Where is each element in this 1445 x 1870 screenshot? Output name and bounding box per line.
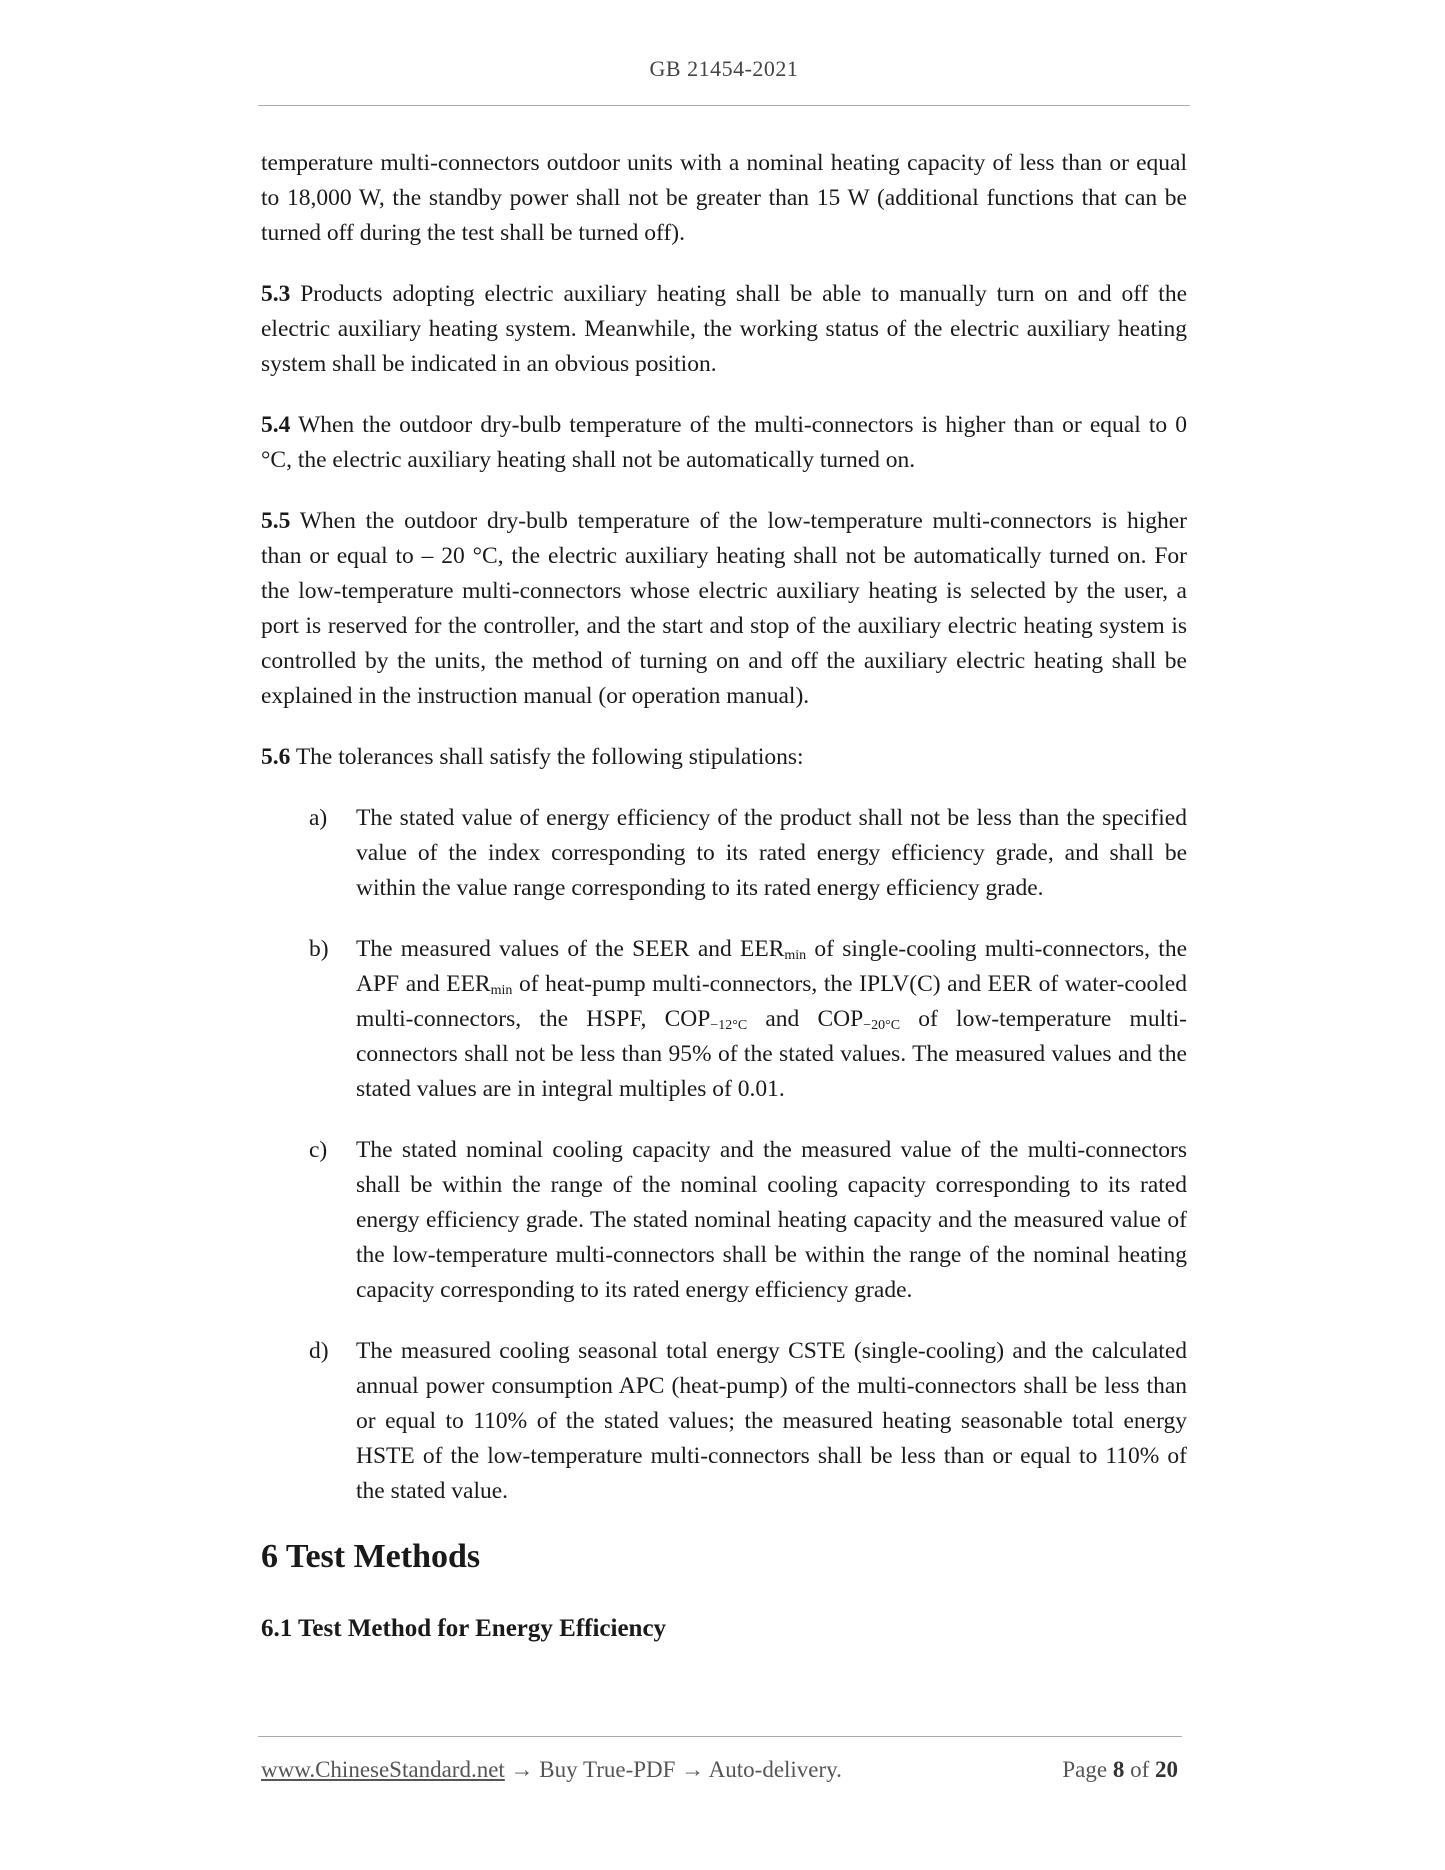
document-body bbox=[261, 146, 1187, 1647]
clause-number: 5.4 bbox=[261, 412, 291, 438]
subscript: −20°C bbox=[863, 1018, 901, 1033]
list-marker: c) bbox=[309, 1137, 328, 1163]
running-header: GB 21454-2021 bbox=[649, 56, 799, 81]
clause-text: The tolerances shall satisfy the following stipulations: bbox=[290, 744, 804, 770]
list-item-b bbox=[261, 932, 1187, 1107]
clause-text: Products adopting electric auxiliary heating shall be able to manually turn on and off the electric auxiliary heating system. Meanwhile, the working status of the electric auxiliary heating system shall be indicated in an obvious position. bbox=[261, 281, 1187, 377]
clause-text: When the outdoor dry-bulb temperature of the multi-connectors is higher than or equal to 0 °C, the electric auxiliary heating shall not be automatically turned on. bbox=[261, 412, 1187, 473]
list-marker: a) bbox=[309, 805, 328, 831]
subscript: min bbox=[784, 948, 807, 963]
paragraph-intro: temperature multi-connectors outdoor units with a nominal heating capacity of less than or equal to 18,000 W, the standby power shall not be greater than 15 W (additional functions that can be turned off during the test shall be turned off). bbox=[261, 150, 1187, 246]
list-item-c bbox=[261, 1133, 1187, 1308]
list-item-d bbox=[261, 1334, 1187, 1509]
clause-5-4 bbox=[261, 408, 1187, 478]
current-page: 8 bbox=[1112, 1757, 1125, 1782]
subscript: −12°C bbox=[710, 1018, 748, 1033]
list-item-a bbox=[261, 801, 1187, 906]
clause-text: When the outdoor dry-bulb temperature of the low-temperature multi-connectors is higher than or equal to – 20 °C, the electric auxiliary heating shall not be automatically turned on. For the low-temperature multi-connectors whose electric auxiliary heating is selected by the user, a port is reserved for the controller, and the start and stop of the auxiliary electric heating system is controlled by the units, the method of turning on and off the auxiliary electric heating shall be explained in the instruction manual (or operation manual). bbox=[261, 508, 1187, 709]
list-item-text: The stated value of energy efficiency of the product shall not be less than the specified value of the index corresponding to its rated energy efficiency grade, and shall be within the value range corresponding to its rated energy efficiency grade. bbox=[356, 805, 1187, 901]
promo-text: → Buy True-PDF → Auto-delivery. bbox=[504, 1757, 842, 1782]
list-marker: d) bbox=[309, 1338, 329, 1364]
list-item-text: The measured cooling seasonal total energy CSTE (single-cooling) and the calculated annual power consumption APC (heat-pump) of the multi-connectors shall be less than or equal to 110% of the stated values; the measured heating seasonable total energy HSTE of the low-temperature multi-connectors shall be less than or equal to 110% of the stated value. bbox=[356, 1338, 1187, 1504]
clause-5-6 bbox=[261, 740, 1187, 775]
clause-5-5 bbox=[261, 504, 1187, 714]
page-indicator: Page 8 of 20 bbox=[1062, 1757, 1178, 1782]
footer-promo bbox=[261, 1757, 842, 1783]
section-heading-6: 6 Test Methods bbox=[261, 1538, 481, 1575]
list-item-text: The measured values of the SEER and $EER_{min}$ of single-cooling multi-connectors, the APF and $EER_{min}$ of heat-pump multi-connectors, the IPLV(C) and EER of water-cooled multi-connectors, the HSPF, $COP_{-12^\circ C}$ and $COP_{-20^\circ C}$ of low-temperature multi-connectors shall not be less than 95% of the stated values. The measured values and the stated values are in integral multiples of 0.01. bbox=[356, 936, 1187, 1102]
list-marker: b) bbox=[309, 936, 329, 962]
subscript: min bbox=[490, 983, 513, 998]
clause-number: 5.6 bbox=[261, 744, 291, 770]
tolerance-list bbox=[261, 801, 1187, 1509]
subsection-heading-6-1: 6.1 Test Method for Energy Efficiency bbox=[261, 1615, 667, 1642]
clause-5-3 bbox=[261, 277, 1187, 382]
footer-divider bbox=[258, 1736, 1182, 1737]
header-divider bbox=[258, 105, 1190, 106]
total-pages: 20 bbox=[1155, 1757, 1178, 1782]
clause-number: 5.3 bbox=[261, 281, 291, 307]
clause-number: 5.5 bbox=[261, 508, 291, 534]
list-item-text: The stated nominal cooling capacity and the measured value of the multi-connectors shall be within the range of the nominal cooling capacity corresponding to its rated energy efficiency grade. The stated nominal heating capacity and the measured value of the low-temperature multi-connectors shall be within the range of the nominal heating capacity corresponding to its rated energy efficiency grade. bbox=[356, 1137, 1187, 1303]
site-link[interactable]: www.ChineseStandard.net bbox=[261, 1757, 505, 1782]
